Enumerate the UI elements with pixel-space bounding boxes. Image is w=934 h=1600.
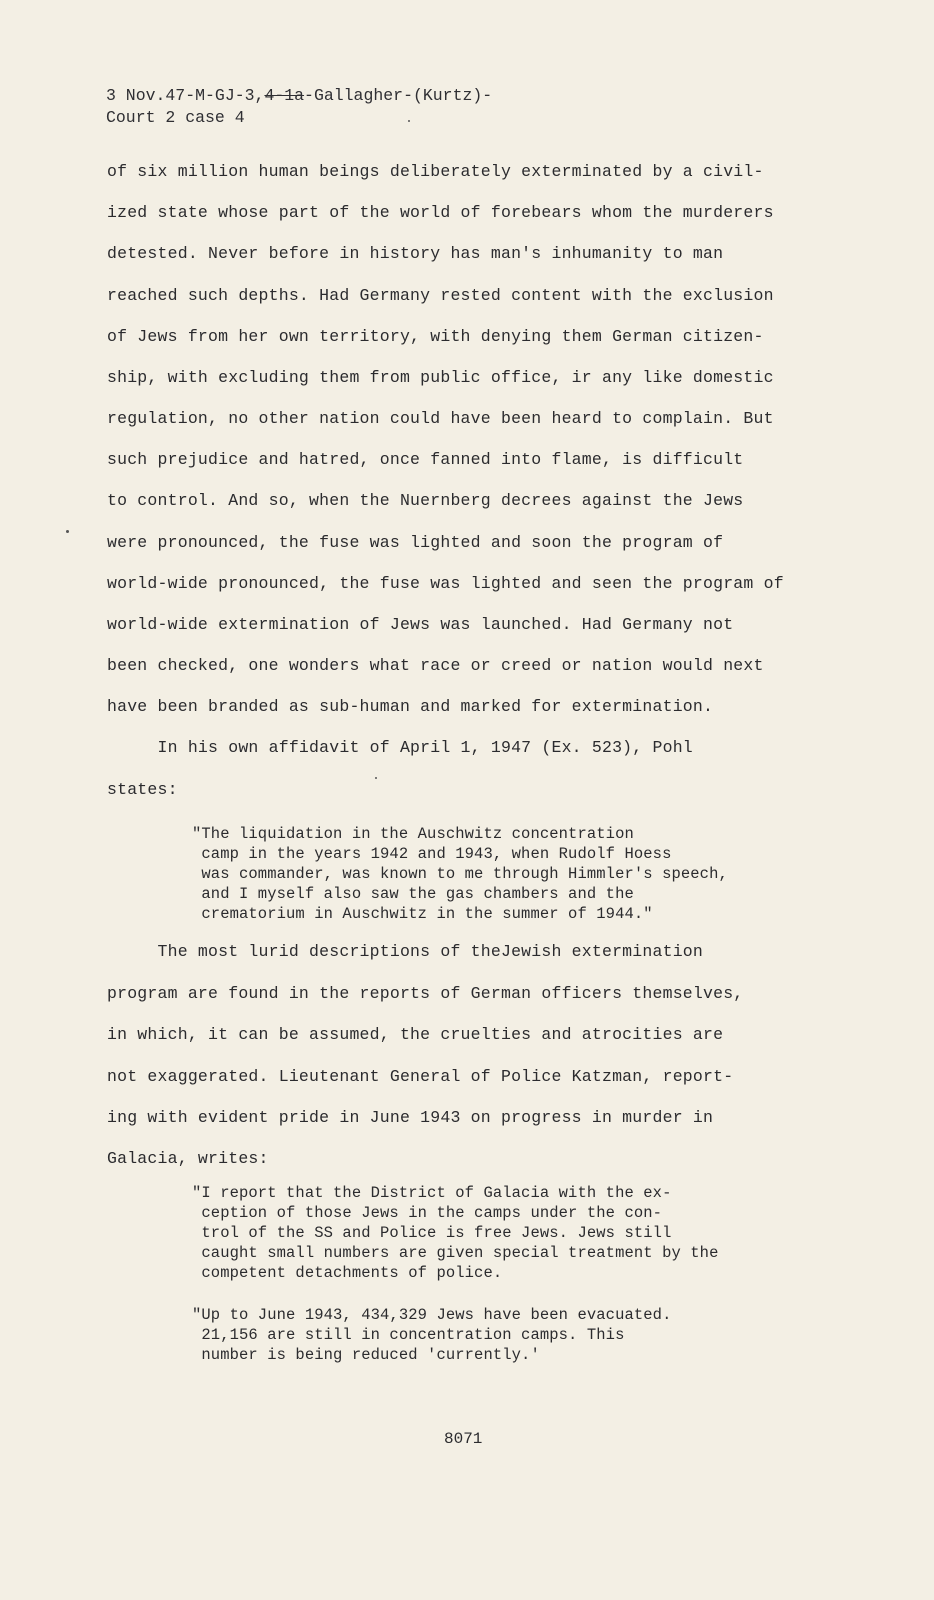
quote-line: trol of the SS and Police is free Jews. Jews still: [192, 1224, 672, 1242]
text-line: states:: [107, 780, 178, 799]
text-line: of Jews from her own territory, with denying them German citizen-: [107, 327, 764, 346]
text-line: program are found in the reports of German officers themselves,: [107, 984, 744, 1003]
paper-speck: [66, 530, 69, 533]
text-line: not exaggerated. Lieutenant General of Police Katzman, report-: [107, 1067, 734, 1086]
text-line: in which, it can be assumed, the cruelties and atrocities are: [107, 1025, 724, 1044]
quote-line: camp in the years 1942 and 1943, when Rudolf Hoess: [192, 845, 672, 863]
page-number: 8071: [444, 1430, 483, 1448]
paper-speck: [408, 120, 410, 122]
quote-line: "Up to June 1943, 434,329 Jews have been evacuated.: [192, 1306, 672, 1324]
quote-line: ception of those Jews in the camps under the con-: [192, 1204, 663, 1222]
quote-line: competent detachments of police.: [192, 1264, 503, 1282]
text-line: have been branded as sub-human and marked for extermination.: [107, 697, 714, 716]
text-line: to control. And so, when the Nuernberg decrees against the Jews: [107, 491, 744, 510]
text-line: ized state whose part of the world of forebears whom the murderers: [107, 203, 774, 222]
quote-line: was commander, was known to me through Himmler's speech,: [192, 865, 728, 883]
header-line2: Court 2 case 4: [106, 108, 245, 127]
paper-speck: [375, 777, 377, 779]
text-line: been checked, one wonders what race or creed or nation would next: [107, 656, 764, 675]
quote-line: caught small numbers are given special treatment by the: [192, 1244, 719, 1262]
text-line: detested. Never before in history has man's inhumanity to man: [107, 244, 724, 263]
text-line: world-wide pronounced, the fuse was lighted and seen the program of: [107, 574, 784, 593]
text-line: reached such depths. Had Germany rested content with the exclusion: [107, 286, 774, 305]
header-line1-struck: 4-1a: [264, 86, 305, 105]
text-line: Galacia, writes:: [107, 1149, 269, 1168]
quote-line: "The liquidation in the Auschwitz concentration: [192, 825, 634, 843]
text-line: regulation, no other nation could have been heard to complain. But: [107, 409, 774, 428]
quote-line: number is being reduced 'currently.': [192, 1346, 540, 1364]
quote-line: "I report that the District of Galacia with the ex-: [192, 1184, 672, 1202]
header-line1-prefix: 3 Nov.47-M-GJ-3,: [106, 86, 265, 105]
document-header: [106, 85, 492, 129]
text-line: ship, with excluding them from public office, ir any like domestic: [107, 368, 774, 387]
header-line1-suffix: -Gallagher-(Kurtz)-: [304, 86, 493, 105]
text-line: were pronounced, the fuse was lighted and soon the program of: [107, 533, 724, 552]
quote-line: 21,156 are still in concentration camps. This: [192, 1326, 625, 1344]
text-line: of six million human beings deliberately exterminated by a civil-: [107, 162, 764, 181]
quote-line: and I myself also saw the gas chambers and the: [192, 885, 634, 903]
text-line: In his own affidavit of April 1, 1947 (Ex. 523), Pohl: [107, 738, 693, 757]
text-line: world-wide extermination of Jews was launched. Had Germany not: [107, 615, 734, 634]
text-line: such prejudice and hatred, once fanned into flame, is difficult: [107, 450, 744, 469]
text-line: ing with evident pride in June 1943 on progress in murder in: [107, 1108, 714, 1127]
text-line: The most lurid descriptions of theJewish extermination: [107, 942, 703, 961]
quote-line: crematorium in Auschwitz in the summer of 1944.": [192, 905, 653, 923]
